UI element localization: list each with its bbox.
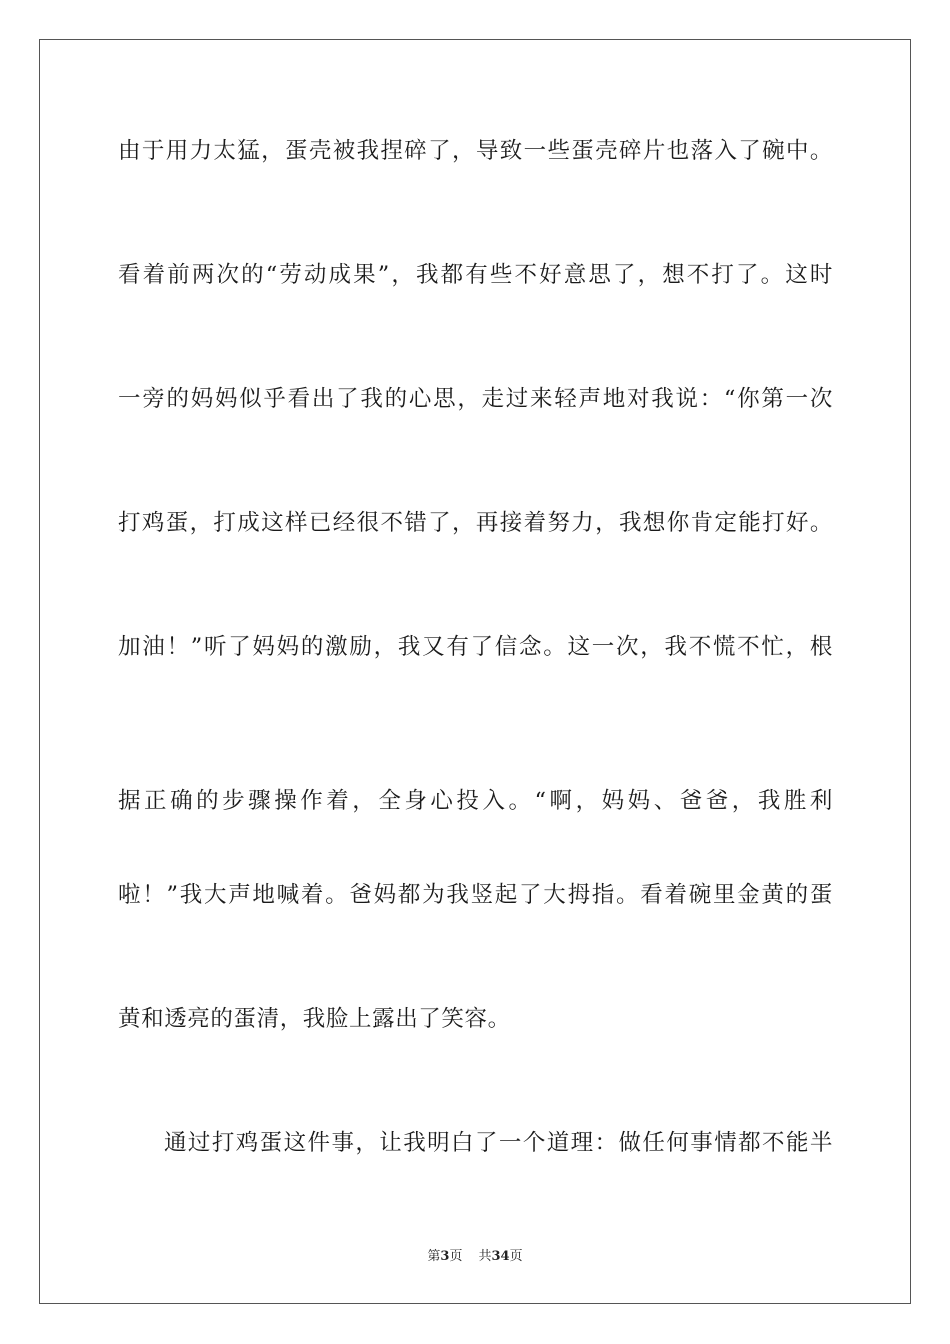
paragraph-line-2: 看着前两次的“劳动成果”，我都有些不好意思了，想不打了。这时 <box>118 262 833 288</box>
page-label-prefix: 第 <box>427 1249 441 1264</box>
paragraph-line-1: 由于用力太猛，蛋壳被我捏碎了，导致一些蛋壳碎片也落入了碗中。 <box>118 138 833 164</box>
paragraph-line-4: 打鸡蛋，打成这样已经很不错了，再接着努力，我想你肯定能打好。 <box>118 510 833 536</box>
total-label-prefix: 共 <box>478 1249 492 1264</box>
paragraph-line-9: 通过打鸡蛋这件事，让我明白了一个道理：做任何事情都不能半 <box>164 1130 833 1156</box>
total-page-count: 34 <box>491 1249 510 1264</box>
page-label-suffix: 页 <box>449 1249 463 1264</box>
paragraph-line-7: 啦！”我大声地喊着。爸妈都为我竖起了大拇指。看着碗里金黄的蛋 <box>118 882 833 908</box>
paragraph-line-8: 黄和透亮的蛋清，我脸上露出了笑容。 <box>118 1006 511 1032</box>
current-page-number: 3 <box>440 1249 450 1264</box>
paragraph-line-6: 据正确的步骤操作着，全身心投入。“啊，妈妈、爸爸，我胜利 <box>118 788 833 814</box>
paragraph-line-5: 加油！”听了妈妈的激励，我又有了信念。这一次，我不慌不忙，根 <box>118 634 833 660</box>
total-label-suffix: 页 <box>509 1249 523 1264</box>
paragraph-line-3: 一旁的妈妈似乎看出了我的心思，走过来轻声地对我说：“你第一次 <box>118 386 833 412</box>
page-footer <box>0 1248 950 1266</box>
page-border <box>39 39 911 1304</box>
